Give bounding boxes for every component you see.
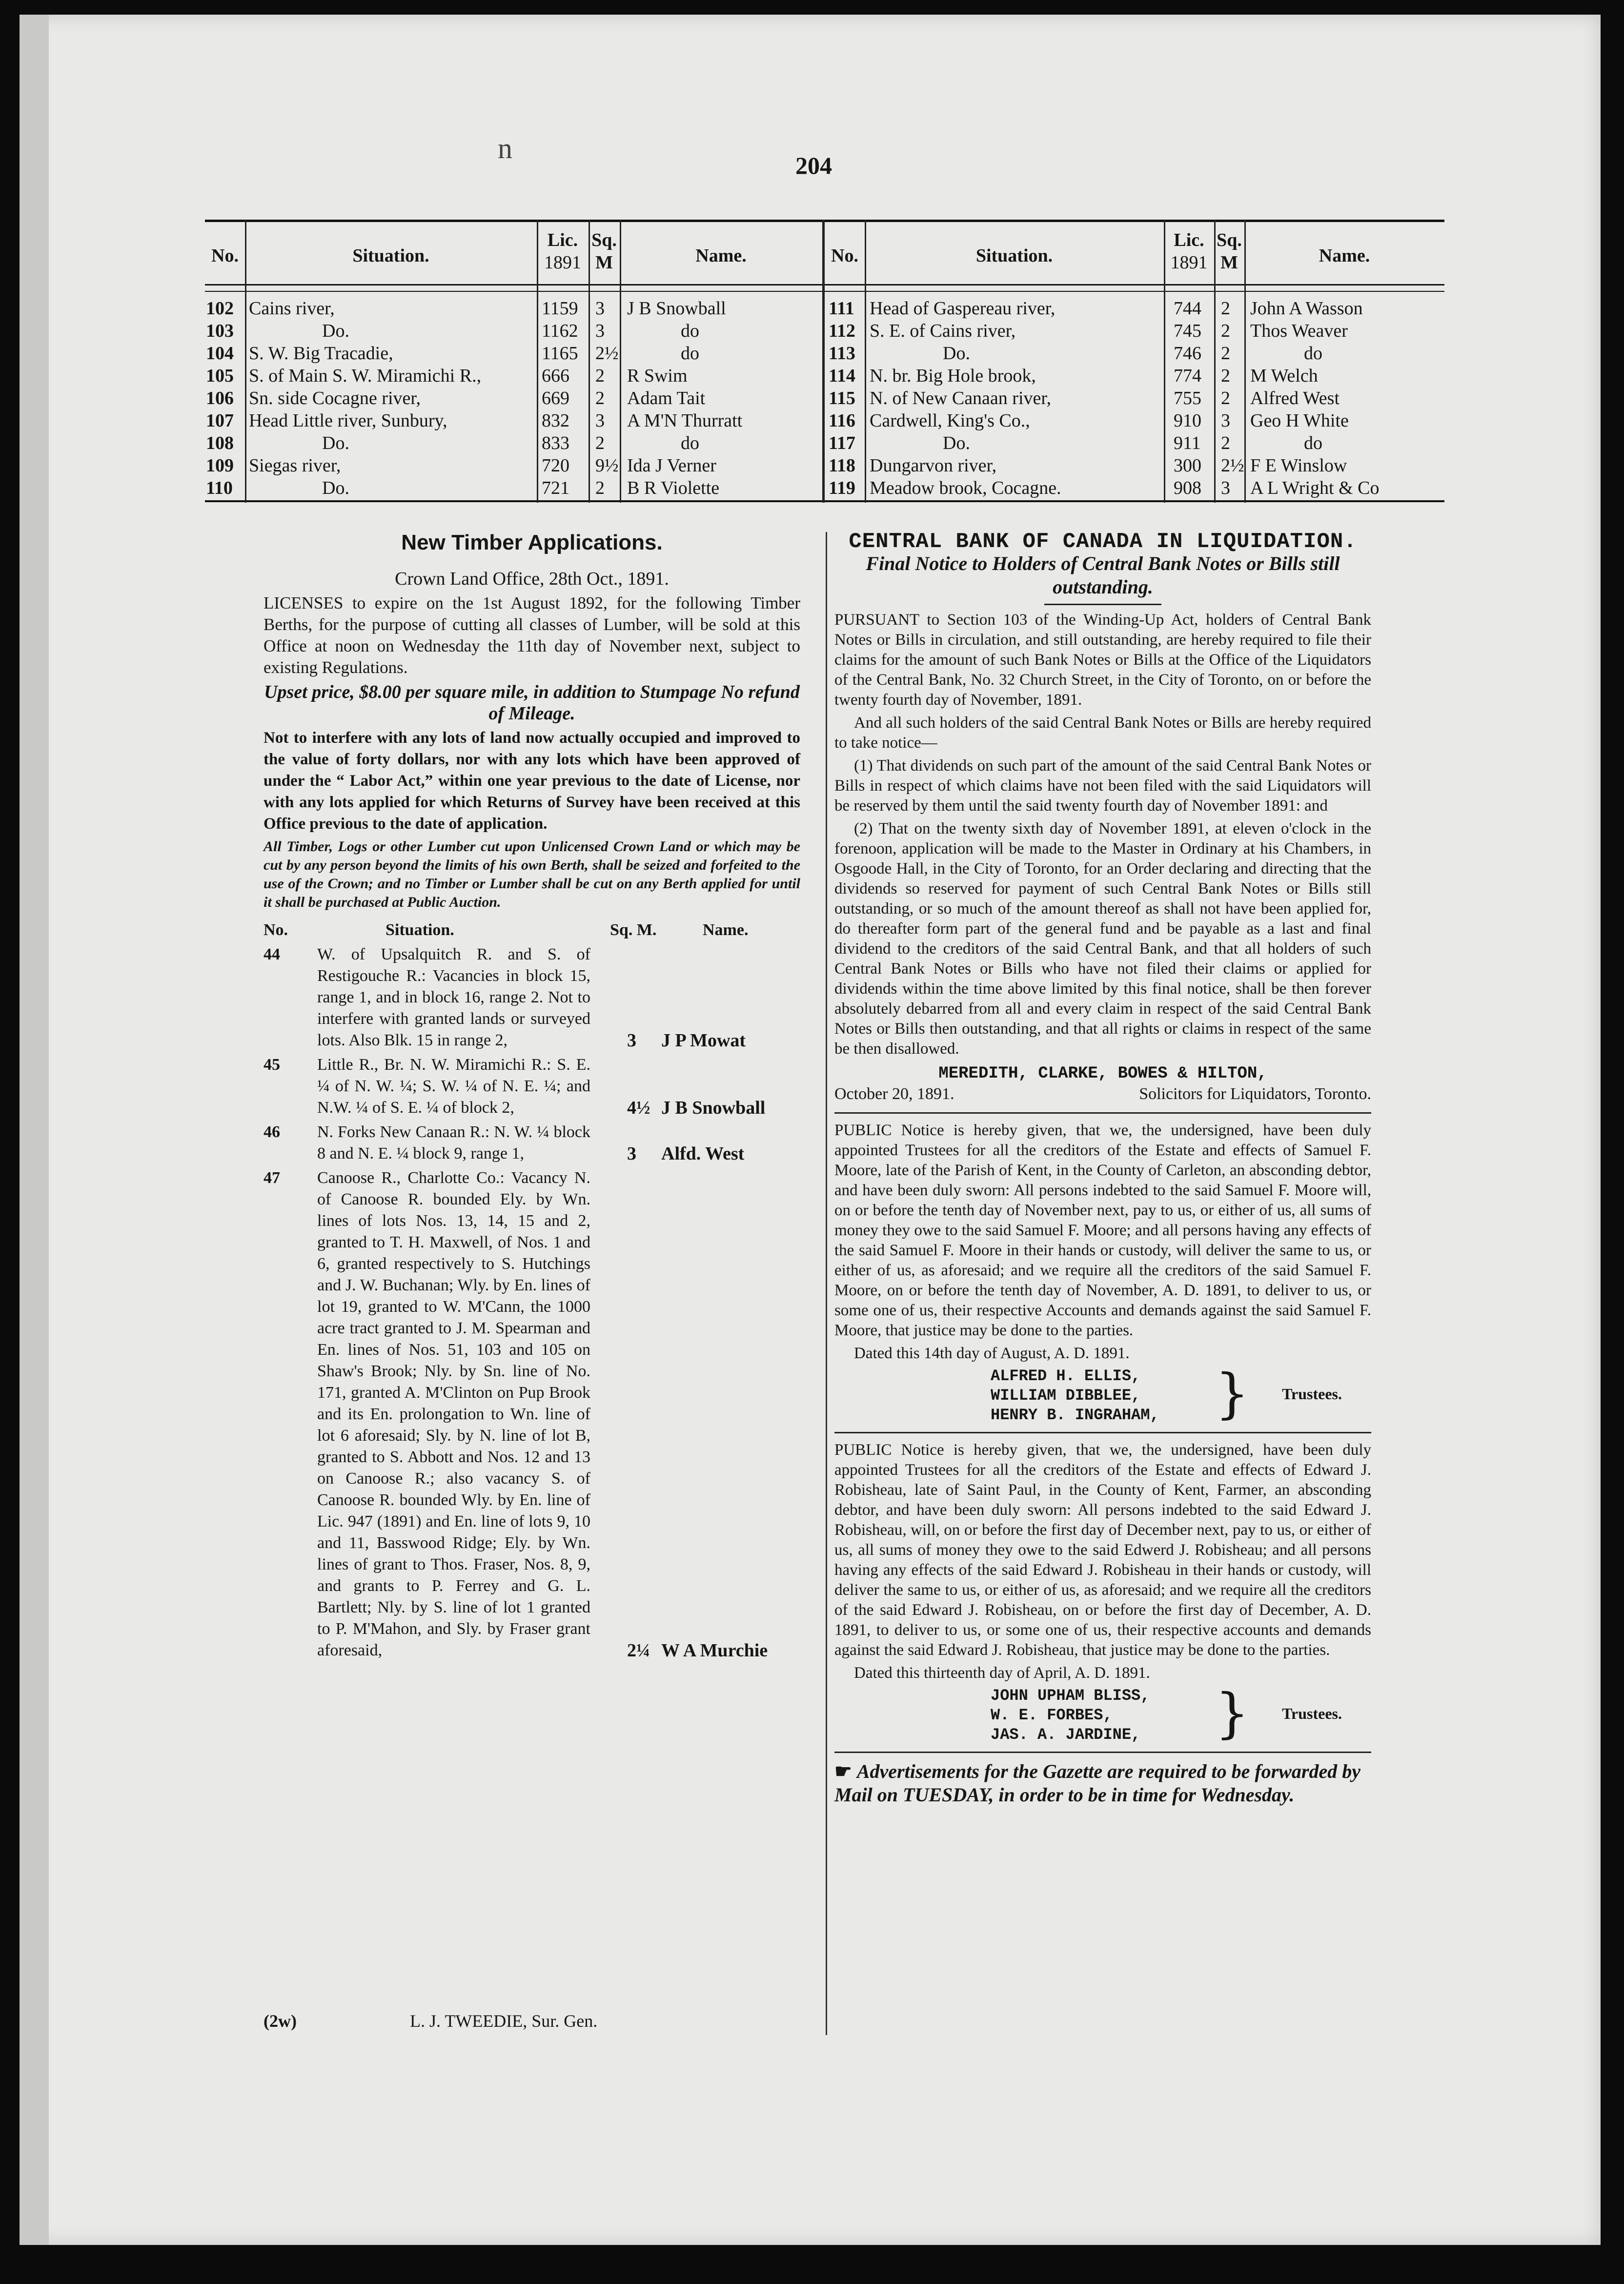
cell-lic: 720 [542,455,569,476]
cell-sq: 2 [595,388,605,408]
cell-situation: Siegas river, [249,455,341,476]
cell-sq: 2 [1221,343,1230,364]
entry-no: 44 [264,945,280,963]
cell-situation: S. W. Big Tracadie, [249,343,393,364]
bank-firm: MEREDITH, CLARKE, BOWES & HILTON, [938,1064,1267,1083]
upset-price: Upset price, $8.00 per square mile, in addition to Stumpage No refund of Mileage. [264,682,800,724]
bank-paragraph-3: (1) That dividends on such part of the amount of the said Central Bank Notes or Bills in respect of which claims have not been filed with the said Liquidators will be reserved by them until the said twenty fourth day of November 1891: and [834,757,1371,815]
moore-dated: Dated this 14th day of August, A. D. 1891. [854,1345,1130,1362]
cell-name: Alfred West [1250,388,1340,408]
cell-situation: Do. [322,478,349,498]
cell-lic: 832 [542,410,569,431]
cell-no: 110 [206,478,233,498]
header-situation: Situation. [386,921,454,939]
cell-lic: 755 [1174,388,1201,408]
entry-sq: 2¼ [627,1640,650,1661]
bank-paragraph-1: PURSUANT to Section 103 of the Winding-Up Act, holders of Central Bank Notes or Bills in circulation, and still outstanding, are hereby required to file their claims for the amount of such Bank Notes or Bills at the Office of the Liquidators of the Central Bank, No. 32 Church Street, in the City of Toronto, on or before the twenty fourth day of November, 1891. [834,611,1371,709]
short-rule [1044,604,1161,605]
entry-name: J B Snowball [661,1098,766,1118]
bank-signoff [834,1084,1371,1105]
cell-name: R Swim [627,366,688,386]
bank-role: Solicitors for Liquidators, Toronto. [1139,1085,1371,1103]
advert-text: Advertisements for the Gazette are required to be forwarded by Mail on TUESDAY, in order to be in time for Wednesday. [834,1760,1360,1806]
header-lic: Lic. [547,230,578,250]
cell-sq: 3 [1221,478,1230,498]
cell-name: Geo H White [1250,410,1349,431]
cell-name: F E Winslow [1250,455,1347,476]
cell-situation: N. of New Canaan river, [870,388,1052,408]
timber-footer [264,2011,800,2031]
timber-entries [264,944,800,1661]
trustees-label: Trustees. [1282,1385,1342,1403]
header-sq: Sq. [1217,230,1242,250]
trustee-3: HENRY B. INGRAHAM, [991,1406,1159,1424]
cell-sq: 9½ [595,455,619,476]
licence-table [205,220,1444,503]
cell-sq: 2 [1221,433,1230,453]
insertion-code: (2w) [264,2011,297,2031]
cell-lic: 910 [1174,410,1201,431]
table-bottom-rule [205,500,1444,502]
cell-name: Ida J Verner [627,455,716,476]
cell-no: 118 [829,455,855,476]
cell-situation: N. br. Big Hole brook, [870,366,1036,386]
cell-lic: 721 [542,478,569,498]
cell-name: do [681,433,699,453]
cell-situation: Cardwell, King's Co., [870,410,1030,431]
page-number: 204 [795,152,832,179]
bank-paragraph-2: And all such holders of the said Central Bank Notes or Bills are hereby required to take notice— [834,714,1371,752]
cell-lic: 669 [542,388,569,408]
table-row [205,298,1444,319]
cell-situation: Head of Gaspereau river, [870,298,1056,319]
cell-sq: 3 [595,298,605,319]
cell-lic: 744 [1174,298,1201,319]
cell-no: 113 [829,343,855,364]
bank-paragraph-4: (2) That on the twenty sixth day of November 1891, at eleven o'clock in the forenoon, application will be made to the Master in Ordinary at his Chambers, in Osgoode Hall, in the City of Toronto, for an Order declaring and directing that the dividends so reserved for payment of such Central Bank Notes or Bills still outstanding, or so much of the amount thereof as shall not have been applied for, do thereafter form part of the general fund and be payable as a last and final dividend to the creditors of the said Central Bank, and that all holders of such Central Bank Notes or Bills who have not filed their claims or applied for dividends within the time above limited by this final notice, shall be then forever absolutely debarred from all and every claim in respect of the said Central Bank Notes or Bills then outstanding, and that all rights or claims in respect of the same be then disallowed. [834,820,1371,1058]
entry-sq: 3 [627,1143,636,1164]
robisheau-dated: Dated this thirteenth day of April, A. D. 1891. [854,1664,1150,1682]
cell-situation: Meadow brook, Cocagne. [870,478,1061,498]
cell-no: 105 [206,366,234,386]
table-row [205,410,1444,431]
cell-lic: 774 [1174,366,1201,386]
cell-sq: 3 [595,321,605,341]
section-title: New Timber Applications. [401,530,663,554]
cell-name: Adam Tait [627,388,706,408]
entry-name: W A Murchie [661,1640,768,1661]
cell-situation: Do. [322,321,349,341]
cell-name: A L Wright & Co [1250,478,1380,498]
table-row [205,455,1444,476]
licenses-paragraph: LICENSES to expire on the 1st August 1892, for the following Timber Berths, for the purpose of cutting all classes of Lumber, will be sold at this Office at noon on Wednesday the 11th day of November next, subject to existing Regulations. [264,593,800,677]
cell-lic: 1165 [542,343,578,364]
timber-entry [264,1122,800,1164]
entry-situation: N. Forks New Canaan R.: N. W. ¼ block 8 and N. E. ¼ block 9, range 1, [317,1123,590,1162]
timber-entry [264,944,800,1051]
cell-lic: 745 [1174,321,1201,341]
cell-lic: 1159 [542,298,578,319]
cell-name: Thos Weaver [1250,321,1348,341]
cell-name: do [1304,343,1322,364]
cell-no: 116 [829,410,855,431]
cell-no: 106 [206,388,234,408]
cell-sq: 2½ [1221,455,1244,476]
bank-date: October 20, 1891. [834,1085,954,1103]
cell-name: J B Snowball [627,298,726,319]
cell-no: 115 [829,388,855,408]
moore-notice: PUBLIC Notice is hereby given, that we, the undersigned, have been duly appointed Trustees for all the creditors of the Estate and effects of Samuel F. Moore, late of the Parish of Kent, in the County of Carleton, an absconding debtor, and have been duly sworn: All persons indebted to the said Samuel F. Moore will, on or before the tenth day of November next, pay to us, or either of us, all sums of money they owe to the said Samuel F. Moore; and all persons having any effects of the said Samuel F. Moore in their hands or custody, will deliver the same to us, or either of us, as aforesaid; and we require all the creditors of the said Samuel F. Moore, on or before the tenth day of November, A. D. 1891, to deliver to us, or some one of us, their respective Accounts and demands against the said Samuel F. Moore, that justice may be done to the parties. [834,1122,1371,1339]
header-m: M [595,252,613,273]
cell-sq: 2 [1221,298,1230,319]
table-row [205,477,1444,499]
cell-name: John A Wasson [1250,298,1363,319]
cell-situation: Dungarvon river, [870,455,997,476]
page-edge [20,15,49,2245]
table-header-rule [205,284,1444,286]
notices-column [834,532,1371,1807]
cell-sq: 2 [595,366,605,386]
entry-sq: 4½ [627,1098,650,1118]
cell-situation: Do. [943,433,970,453]
cell-sq: 3 [595,410,605,431]
cell-situation: Do. [943,343,970,364]
cell-sq: 2 [1221,388,1230,408]
office-dateline: Crown Land Office, 28th Oct., 1891. [395,569,669,589]
entry-name: Alfd. West [661,1143,745,1164]
cell-situation: S. of Main S. W. Miramichi R., [249,366,482,386]
column-divider [826,532,827,2035]
table-row [205,365,1444,387]
entry-situation: Little R., Br. N. W. Miramichi R.: S. E. ¼ of N. W. ¼; S. W. ¼ of N. E. ¼; and N.W. ¼ of S. E. ¼ of block 2, [317,1056,590,1117]
cell-no: 108 [206,433,234,453]
bank-title: CENTRAL BANK OF CANADA IN LIQUIDATION. [849,530,1357,554]
cell-no: 104 [206,343,234,364]
trustees-label: Trustees. [1282,1705,1342,1722]
header-sq: Sq. M. [610,921,657,939]
advert-notice [834,1760,1371,1807]
table-row [205,320,1444,342]
trustee-3: JAS. A. JARDINE, [991,1726,1141,1744]
timber-entry [264,1167,800,1661]
cell-lic: 908 [1174,478,1201,498]
entry-situation: W. of Upsalquitch R. and S. of Restigouche R.: Vacancies in block 15, range 1, and in block 16, range 2. Not to interfere with granted lands or surveyed lots. Also Blk. 15 in range 2, [317,945,590,1049]
cell-name: do [681,343,699,364]
cell-situation: Cains river, [249,298,335,319]
cell-situation: Do. [322,433,349,453]
cell-situation: Head Little river, Sunbury, [249,410,447,431]
entry-sq: 3 [627,1030,636,1051]
bank-subtitle: Final Notice to Holders of Central Bank Notes or Bills still outstanding. [866,552,1340,598]
cell-no: 111 [829,298,854,319]
section-rule [834,1432,1371,1433]
corner-mark: n [498,132,512,164]
cell-no: 119 [829,478,855,498]
cell-no: 102 [206,298,234,319]
header-lic: Lic. [1174,230,1204,250]
cell-sq: 2 [595,478,605,498]
header-no: No. [831,245,858,266]
cell-no: 103 [206,321,234,341]
cell-lic: 911 [1174,433,1201,453]
timber-entry [264,1054,800,1119]
header-year: 1891 [544,252,581,273]
header-m: M [1220,252,1238,273]
table-top-rule [205,220,1444,222]
cell-no: 109 [206,455,234,476]
entry-no: 45 [264,1056,280,1074]
trustee-1: ALFRED H. ELLIS, [991,1367,1141,1385]
trustee-2: WILLIAM DIBBLEE, [991,1387,1141,1405]
entry-no: 47 [264,1169,280,1187]
entry-name: J P Mowat [661,1030,746,1051]
cell-name: do [1304,433,1322,453]
moore-trustees [991,1362,1371,1425]
table-header-rule-2 [205,291,1444,292]
cell-lic: 746 [1174,343,1201,364]
entry-no: 46 [264,1123,280,1141]
timber-applications [264,532,800,1661]
cell-lic: 300 [1174,455,1201,476]
cell-name: B R Violette [627,478,720,498]
cell-no: 112 [829,321,855,341]
cell-lic: 666 [542,366,569,386]
section-rule [834,1752,1371,1753]
warning-paragraph: All Timber, Logs or other Lumber cut upon Unlicensed Crown Land or which may be cut by any person beyond the limits of his own Berth, shall be seized and forfeited to the use of the Crown; and no Timber or Lumber shall be cut on any Berth applied for until it shall be purchased at Public Auction. [264,838,800,910]
trustee-1: JOHN UPHAM BLISS, [991,1687,1150,1705]
timber-table-header [264,919,800,941]
cell-sq: 2½ [595,343,619,364]
pointing-hand-icon: ☛ [834,1760,857,1782]
entry-situation: Canoose R., Charlotte Co.: Vacancy N. of Canoose R. bounded Ely. by Wn. lines of lots Nos. 13, 14, 15 and 2, granted to T. H. Maxwell, of Nos. 1 and 6, granted respectively to S. Hutchings and J. W. Buchanan; Wly. by En. lines of lot 19, granted to W. M'Cann, the 1000 acre tract granted to J. M. Spearman and En. lines of Nos. 51, 103 and 105 on Shaw's Brook; Nly. by Sn. line of No. 171, granted A. M'Clinton on Pup Brook and its En. prolongation to Wn. line of lot 6 aforesaid; Sly. by N. line of lot B, granted to S. Abbott and Nos. 12 and 13 on Canoose R.; also vacancy S. of Canoose R. bounded Wly. by En. line of Lic. 947 (1891) and En. line of lots 9, 10 and 11, Basswood Ridge; Ely. by Wn. lines of grant to Thos. Fraser, Nos. 8, 9, and grants to P. Ferrey and G. L. Bartlett; Nly. by S. line of lot 1 granted to P. M'Mahon, and Sly. by Fraser grant aforesaid, [317,1169,590,1659]
cell-name: M Welch [1250,366,1318,386]
brace-icon: } [1215,1682,1249,1744]
robisheau-trustees [991,1682,1371,1745]
table-row [205,387,1444,409]
cell-lic: 833 [542,433,569,453]
header-situation: Situation. [975,245,1053,266]
table-row [205,432,1444,454]
brace-icon: } [1215,1362,1249,1425]
cell-situation: S. E. of Cains river, [870,321,1016,341]
section-rule [834,1112,1371,1114]
cell-no: 107 [206,410,234,431]
header-name: Name. [695,245,747,266]
interfere-paragraph: Not to interfere with any lots of land now actually occupied and improved to the value of forty dollars, nor with any lots which have been approved of under the “ Labor Act,” within one year previous to the date of License, nor with any lots applied for which Returns of Survey have been received at this Office previous to the date of application. [264,729,800,833]
cell-no: 117 [829,433,855,453]
cell-no: 114 [829,366,855,386]
header-no: No. [264,921,288,939]
cell-lic: 1162 [542,321,578,341]
header-year: 1891 [1170,252,1208,273]
header-situation: Situation. [352,245,429,266]
header-no: No. [211,245,239,266]
cell-sq: 3 [1221,410,1230,431]
header-name: Name. [703,921,749,939]
trustee-2: W. E. FORBES, [991,1706,1113,1724]
cell-name: do [681,321,699,341]
header-name: Name. [1319,245,1370,266]
table-row [205,343,1444,364]
cell-name: A M'N Thurratt [627,410,743,431]
header-sq: Sq. [591,230,617,250]
cell-sq: 2 [1221,321,1230,341]
cell-sq: 2 [595,433,605,453]
surveyor-signature: L. J. TWEEDIE, Sur. Gen. [410,2011,598,2031]
cell-sq: 2 [1221,366,1230,386]
robisheau-notice: PUBLIC Notice is hereby given, that we, the undersigned, have been duly appointed Trustees for all the creditors of the Estate and effects of Edward J. Robisheau, late of Saint Paul, in the County of Kent, Farmer, an absconding debtor, and have been duly sworn: All persons indebted to the said Edward J. Robisheau, will, on or before the first day of December next, pay to us, or either of us, all sums of money they owe to the said Edwerd J. Robisheau; and all persons having any effects of the said Edward J. Robisheau in their hands or custody, will deliver the same to us, or either of us, as aforesaid; and we require all the creditors of the said Edward J. Robisheau, on or before the first day of December, A. D. 1891, to deliver to us, or some one of us, their respective accounts and demands against the said Edward J. Robisheau, that justice may be done to the parties. [834,1441,1371,1659]
cell-situation: Sn. side Cocagne river, [249,388,421,408]
